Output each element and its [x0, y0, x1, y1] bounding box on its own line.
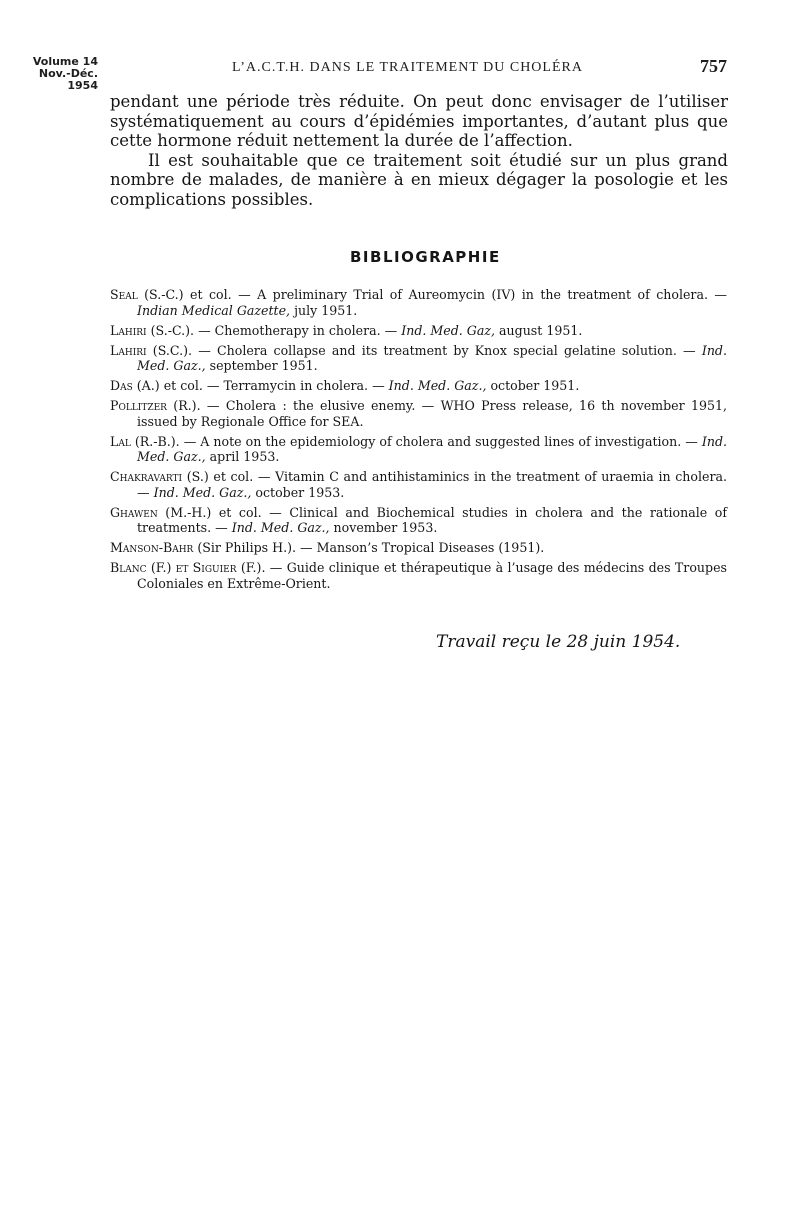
reference-authors: Chakravarti (S.) [110, 469, 209, 484]
reference-item [110, 560, 727, 591]
reference-text: et col. — A preliminary Trial of Aureomycin (IV) in the treatment of cholera. — [183, 287, 727, 302]
reference-details: april 1953. [205, 449, 280, 464]
page-number: 757 [700, 56, 727, 76]
reference-item [110, 287, 727, 318]
reference-item [110, 469, 727, 500]
reference-text: et col. — Vitamin C and antihistaminics in the treatment of uraemia in cholera. — [137, 469, 727, 500]
paragraph: pendant une période très réduite. On peut donc envisager de l’utiliser systématiquement au cours d’épidémies importantes, d’autant plus que cette hormone réduit nettement la durée de l’affection. [110, 92, 728, 150]
reference-journal: Ind. Med. Gaz., [231, 520, 330, 535]
received-date: Travail reçu le 28 juin 1954. [436, 632, 681, 652]
running-title: L’A.C.T.H. DANS LE TRAITEMENT DU CHOLÉRA [232, 60, 583, 75]
reference-authors: Lahiri (S.-C.). [110, 322, 195, 338]
volume-label: Volume 14 [32, 55, 98, 68]
reference-item [110, 540, 727, 556]
reference-item [110, 378, 727, 394]
reference-authors: Blanc (F.) et Siguier (F.). [110, 560, 266, 575]
reference-details: october 1953. [251, 484, 345, 500]
reference-authors: Lal (R.-B.). [110, 433, 180, 449]
issue-label: Nov.-Déc. 1954 [38, 67, 98, 92]
reference-authors: Pollitzer (R.). [110, 398, 201, 413]
reference-item [110, 434, 727, 465]
reference-details: november 1953. [329, 520, 438, 535]
reference-details: october 1951. [486, 378, 580, 393]
reference-authors: Seal (S.-C.) [110, 287, 184, 302]
paragraph: Il est souhaitable que ce traitement soit étudié sur un plus grand nombre de malades, de manière à en mieux dégager la posologie et les complications possibles. [110, 150, 728, 209]
reference-text: et col. — Terramycin in cholera. — [159, 378, 389, 393]
reference-text: — Chemotherapy in cholera. — [194, 322, 402, 338]
bibliography-title: BIBLIOGRAPHIE [350, 248, 501, 266]
reference-journal: Ind. Med. Gaz., [388, 378, 487, 393]
body-text [110, 92, 728, 209]
reference-text: — Cholera : the elusive enemy. — WHO Press release, 16 th november 1951, issued by Regionale Office for SEA. [137, 398, 727, 429]
reference-text: — Guide clinique et thérapeutique à l’usage des médecins des Troupes Coloniales en Extrême-Orient. [137, 560, 727, 591]
reference-text: et col. — Clinical and Biochemical studies in cholera and the rationale of treatments. — [137, 504, 727, 535]
reference-item [110, 323, 727, 339]
volume-info [8, 56, 98, 92]
reference-journal: Ind. Med. Gaz., [137, 433, 728, 464]
reference-journal: Ind. Med. Gaz, [401, 322, 496, 338]
reference-details: september 1951. [205, 358, 318, 373]
reference-item [110, 398, 727, 429]
reference-item [110, 505, 727, 536]
reference-text: (Sir Philips H.). — Manson’s Tropical Diseases (1951). [193, 540, 545, 555]
reference-journal: Ind. Med. Gaz., [137, 342, 727, 373]
reference-list [110, 287, 727, 596]
reference-details: july 1951. [290, 302, 358, 318]
reference-authors: Das (A.) [110, 378, 160, 393]
reference-authors: Lahiri (S.C.). [110, 342, 192, 358]
reference-authors: Manson-Bahr [110, 540, 194, 555]
reference-details: august 1951. [495, 322, 583, 338]
reference-authors: Ghawen (M.-H.) [110, 504, 212, 520]
reference-text: — A note on the epidemiology of cholera and suggested lines of investigation. — [179, 433, 702, 449]
reference-item [110, 343, 727, 374]
reference-journal: Ind. Med. Gaz., [153, 484, 252, 500]
reference-journal: Indian Medical Gazette, [137, 302, 291, 318]
reference-text: — Cholera collapse and its treatment by Knox special gelatine solution. — [192, 342, 702, 358]
